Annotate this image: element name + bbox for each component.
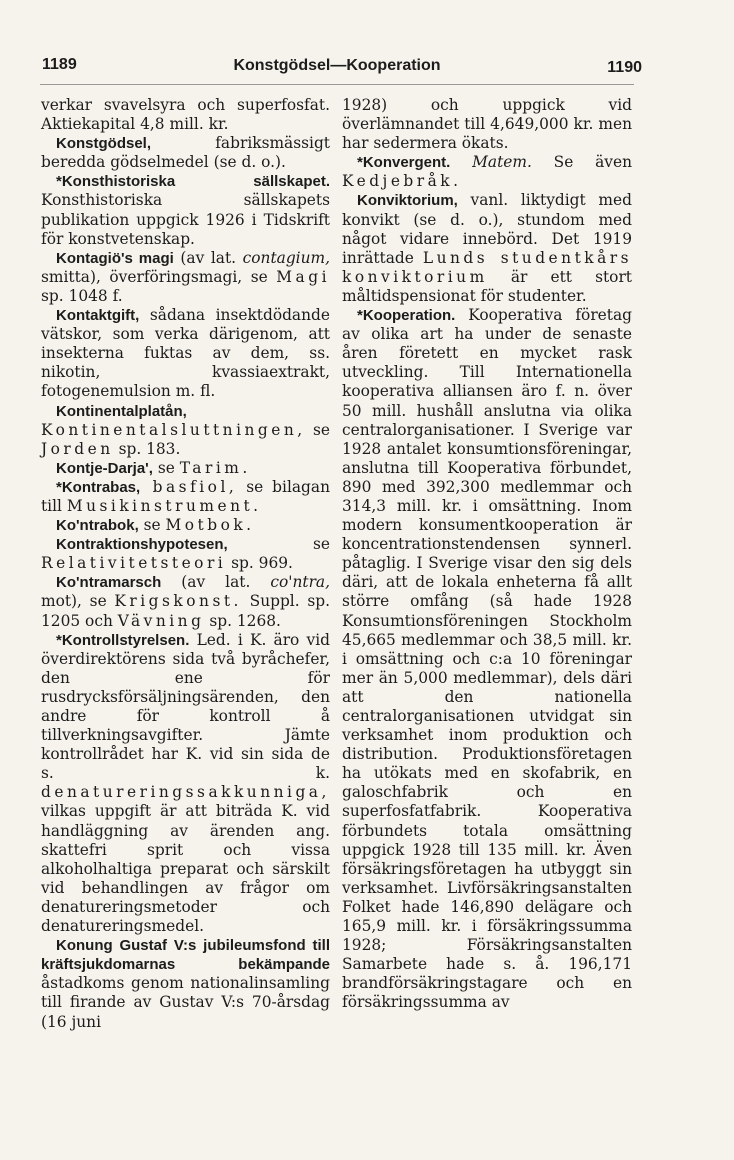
cross-reference: Jorden <box>41 439 114 458</box>
headword: *Kontrabas, <box>56 478 141 496</box>
entry-text: se <box>305 420 330 439</box>
entry-text: fabriksmässigt beredda gödselmedel (se d. o.). <box>41 134 330 172</box>
italic-text: contagium, <box>242 248 331 267</box>
page-number-right: 1190 <box>607 59 642 76</box>
entry-text: se bilagan till <box>41 477 330 515</box>
cross-reference: Kedjebråk. <box>342 172 462 191</box>
entry-text: sp. 1268. <box>204 611 281 630</box>
headword: *Konvergent. <box>357 154 451 172</box>
headword: Kontje-Darja', <box>56 459 153 477</box>
entry-text: Konsthistoriska sällskapets publikation uppgick 1926 i Tidskrift för konstvetenskap. <box>41 191 330 248</box>
entry-kontrabas <box>41 478 330 516</box>
headword: Konstgödsel, <box>56 135 152 153</box>
entry-text: vanl. liktydigt med konvikt (se d. o.), stundom med något vidare innebörd. Det 1919 inrättade <box>342 191 632 267</box>
entry-kontramarsch <box>41 573 330 630</box>
cross-reference: Tarim. <box>179 458 251 477</box>
entry-kontraktionshypotesen <box>41 535 330 573</box>
entry-konsthistoriska <box>41 172 330 248</box>
entry-kontrabok <box>41 516 330 535</box>
entry-konung-gustaf-fond <box>41 936 330 1031</box>
entry-text: Se även <box>531 153 633 172</box>
cross-reference: Relativitetsteori <box>41 554 227 573</box>
headword: Ko'ntramarsch <box>56 574 162 592</box>
cross-reference: Lunds studentkårs konviktorium <box>342 248 633 286</box>
entry-text: (av lat. <box>173 248 243 267</box>
cross-reference: Motbok. <box>165 516 255 535</box>
entry-kontje-darja <box>41 459 330 478</box>
entry-konvergent <box>342 153 632 191</box>
continued-entry <box>41 96 330 134</box>
cross-reference: basfiol, <box>140 477 238 496</box>
cross-reference: Kontinentalsluttningen, <box>41 420 306 439</box>
page-header <box>40 56 642 85</box>
entry-text: se <box>227 535 330 554</box>
cross-reference: Krigskonst. <box>114 592 242 611</box>
entry-text: vilkas uppgift är att biträda K. vid handläggning av ärenden ang. skattefri sprit och vissa alkoholhaltiga preparat och särskilt vid behandlingen av frågor om denatureringsmetoder och denatureringsmedel. <box>41 802 330 936</box>
running-head: Konstgödsel—Kooperation <box>233 57 441 74</box>
entry-text: sp. 1048 f. <box>41 286 123 305</box>
entry-kooperation <box>342 306 632 1012</box>
cross-reference: Vävning <box>117 611 205 630</box>
entry-kontagios-magi <box>41 249 330 306</box>
entry-kontrollstyrelsen <box>41 631 330 937</box>
entry-text: (av lat. <box>161 573 271 592</box>
headword: *Kooperation. <box>357 307 456 325</box>
cross-reference: Musikinstrument. <box>66 496 262 515</box>
headword: Kontraktionshypotesen, <box>56 536 228 554</box>
entry-text: mot), se <box>41 592 115 611</box>
entry-kontaktgift <box>41 306 330 401</box>
entry-konstgodsel <box>41 134 330 172</box>
entry-text: Suppl. sp. 1205 och <box>41 592 330 630</box>
entry-text: verkar svavelsyra och superfosfat. Aktiekapital 4,8 mill. kr. <box>41 96 330 134</box>
headword: Kontagiö's magi <box>56 249 174 267</box>
headword: *Kontrollstyrelsen. <box>56 631 190 649</box>
headword: Ko'ntrabok, <box>56 517 139 535</box>
entry-text: 1928) och uppgick vid överlämnandet till 4,649,000 kr. men har sedermera ökats. <box>342 96 632 153</box>
entry-text: åstadkoms genom nationalinsamling till firande av Gustav V:s 70-årsdag (16 juni <box>41 974 330 1031</box>
cross-reference: denatureringssakkunniga, <box>41 783 330 802</box>
headword: Konviktorium, <box>357 192 458 210</box>
page-number-left: 1189 <box>42 56 77 73</box>
italic-text: co'ntra, <box>270 573 330 592</box>
left-column <box>41 96 330 1032</box>
entry-text: sådana insektdödande vätskor, som verka därigenom, att insekterna fuktas av dem, ss. nikotin, kvassiaextrakt, fotogenemulsion m. fl. <box>41 306 330 401</box>
entry-text: är ett stort måltidspensionat för studenter. <box>342 267 632 305</box>
entry-kontinentalplatan <box>41 402 330 459</box>
right-column <box>342 96 632 1013</box>
cross-reference: Magi <box>276 267 330 286</box>
continued-entry <box>342 96 632 153</box>
entry-text: Kooperativa företag av olika art ha under de senaste åren företett en mycket rask utveckling. Till Internationella kooperativa alliansen äro f. n. över 50 mill. hushåll anslutna via olika centralorganisationer. I Sverige var 1928 antalet konsumtionsföreningar, anslutna till Kooperativa förbundet, 890 med 392,300 medlemmar och 314,3 mill. kr. i omsättning. Inom modern konsumentkooperation är koncentrationstendensen synnerl. påtaglig. I Sverige visar den sig dels däri, att de lokala enheterna få allt större omfång (så hade 1928 Konsumtionsföreningen Stockholm 45,665 medlemmar och 38,5 mill. kr. i omsättning och c:a 10 föreningar mer än 5,000 medlemmar), dels däri att den nationella centralorganisationen utvidgat sin verksamhet inom produktion och distribution. Produktionsföretagen ha utökats med en skofabrik, en galoschfabrik och en superfosfatfabrik. Kooperativa förbundets totala omsättning uppgick 1928 till 135 mill. kr. Även försäkringsföretagen ha utbyggt sin verksamhet. Livförsäkringsanstalten Folket hade 146,890 delägare och 165,9 mill. kr. i försäkringssumma 1928; Försäkringsanstalten Samarbete hade s. å. 196,171 brandförsäkringstagare och en försäkringssumma av <box>342 306 632 1012</box>
headword: Kontaktgift, <box>56 307 140 325</box>
entry-text: Led. i K. äro vid överdirektörens sida två byråchefer, den ene för rusdrycksförsäljningsärenden, den andre för kontroll å tillverkningsavgifter. Jämte kontrollrådet har K. vid sin sida de s. k. <box>41 630 330 783</box>
headword: Konung Gustaf V:s jubileumsfond till kräftsjukdomarnas bekämpande <box>41 937 330 974</box>
entry-text: smitta), överföringsmagi, se <box>41 267 277 286</box>
entry-text: se <box>152 458 180 477</box>
entry-text: sp. 183. <box>113 439 181 458</box>
headword: *Konsthistoriska sällskapet. <box>56 173 330 191</box>
entry-text: se <box>138 516 166 535</box>
entry-konviktorium <box>342 191 632 306</box>
headword: Kontinentalplatån, <box>56 402 187 420</box>
italic-text: Matem. <box>450 153 532 172</box>
entry-text: sp. 969. <box>226 554 293 573</box>
